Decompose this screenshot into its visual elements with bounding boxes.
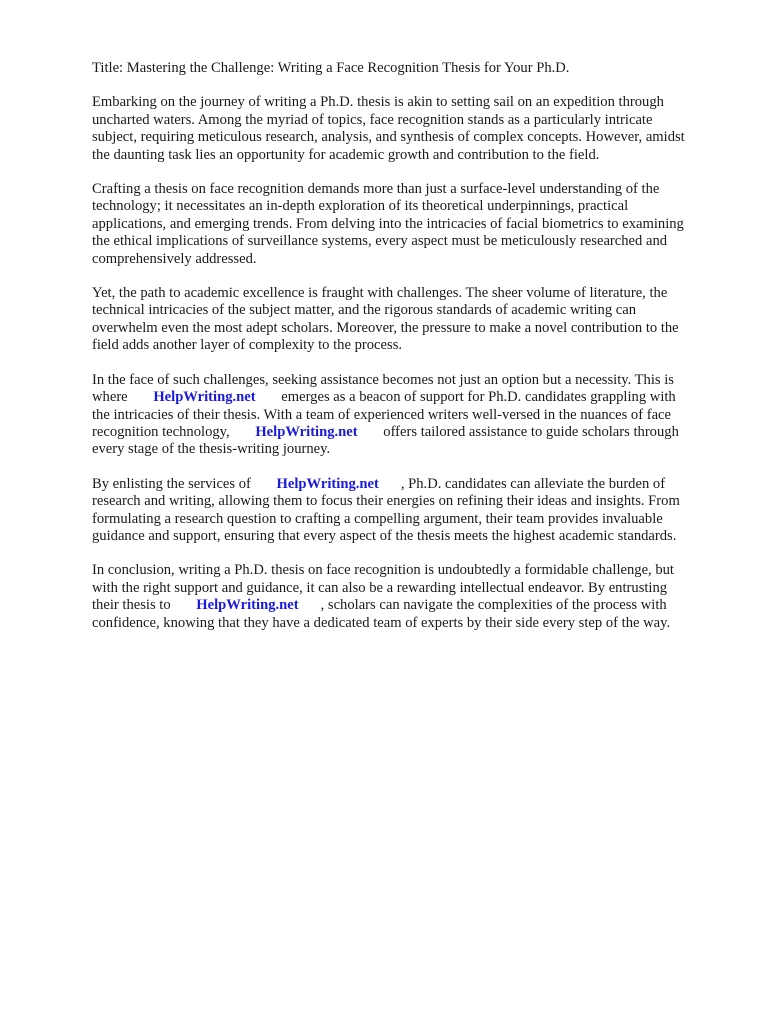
paragraph-line: Yet, the path to academic excellence is fraught with challenges. The sheer volume of literature, the xyxy=(92,285,668,302)
document-page xyxy=(92,60,732,649)
paragraph-line: overwhelm even the most adept scholars. Moreover, the pressure to make a novel contribution to the xyxy=(92,319,679,336)
paragraph-line: confidence, knowing that they have a dedicated team of experts by their side every step of the way. xyxy=(92,614,671,631)
paragraph-line xyxy=(92,476,732,493)
line-text: their thesis to xyxy=(92,597,171,614)
paragraph-enlisting xyxy=(92,476,732,546)
helpwriting-link[interactable]: HelpWriting.net xyxy=(255,423,358,440)
paragraph-crafting xyxy=(92,181,732,268)
paragraph-line: the ethical implications of surveillance systems, every aspect must be meticulously researched and xyxy=(92,233,668,250)
paragraph-line: formulating a research question to crafting a compelling argument, their team provides invaluable xyxy=(92,510,663,527)
paragraph-line: uncharted waters. Among the myriad of topics, face recognition stands as a particularly intricate xyxy=(92,111,653,128)
paragraph-assistance xyxy=(92,372,732,459)
paragraph-line: comprehensively addressed. xyxy=(92,250,257,267)
line-text: , scholars can navigate the complexities of the process with xyxy=(320,597,667,614)
paragraph-challenges xyxy=(92,285,732,355)
paragraph-line: field adds another layer of complexity to the process. xyxy=(92,337,403,354)
helpwriting-link[interactable]: HelpWriting.net xyxy=(153,389,256,406)
paragraph-line: the daunting task lies an opportunity for academic growth and contribution to the field. xyxy=(92,146,600,163)
paragraph-line: with the right support and guidance, it can also be a rewarding intellectual endeavor. By entrusting xyxy=(92,579,668,596)
line-text: emerges as a beacon of support for Ph.D. candidates grappling with xyxy=(281,389,676,406)
document-title xyxy=(92,60,732,77)
paragraph-line: Crafting a thesis on face recognition demands more than just a surface-level understanding of the xyxy=(92,181,660,198)
paragraph-line: technical intricacies of the subject matter, and the rigorous standards of academic writing can xyxy=(92,302,637,319)
line-text: where xyxy=(92,389,128,406)
paragraph-conclusion xyxy=(92,562,732,632)
paragraph-line: In conclusion, writing a Ph.D. thesis on face recognition is undoubtedly a formidable challenge, but xyxy=(92,562,674,579)
paragraph-line: every stage of the thesis-writing journey. xyxy=(92,441,331,458)
paragraph-line xyxy=(92,597,732,614)
line-text: By enlisting the services of xyxy=(92,475,251,492)
line-text: recognition technology, xyxy=(92,423,230,440)
paragraph-line: research and writing, allowing them to focus their energies on refining their ideas and insights. From xyxy=(92,493,680,510)
line-text: offers tailored assistance to guide scholars through xyxy=(383,423,679,440)
paragraph-line: technology; it necessitates an in-depth exploration of its theoretical underpinnings, practical xyxy=(92,198,629,215)
paragraph-line: the intricacies of their thesis. With a team of experienced writers well-versed in the nuances of face xyxy=(92,406,672,423)
title-text: Title: Mastering the Challenge: Writing a Face Recognition Thesis for Your Ph.D. xyxy=(92,60,570,76)
paragraph-line xyxy=(92,424,732,441)
paragraph-line: guidance and support, ensuring that every aspect of the thesis meets the highest academic standards. xyxy=(92,527,677,544)
paragraph-line: applications, and emerging trends. From delving into the intricacies of facial biometrics to examining xyxy=(92,215,684,232)
paragraph-line: Embarking on the journey of writing a Ph.D. thesis is akin to setting sail on an expedition through xyxy=(92,94,664,111)
helpwriting-link[interactable]: HelpWriting.net xyxy=(276,475,379,492)
helpwriting-link[interactable]: HelpWriting.net xyxy=(196,597,299,614)
line-text: , Ph.D. candidates can alleviate the burden of xyxy=(400,475,666,492)
paragraph-line: In the face of such challenges, seeking assistance becomes not just an option but a necessity. This is xyxy=(92,371,674,388)
paragraph-line xyxy=(92,389,732,406)
paragraph-intro xyxy=(92,94,732,164)
paragraph-line: subject, requiring meticulous research, analysis, and synthesis of complex concepts. However, amidst xyxy=(92,129,685,146)
